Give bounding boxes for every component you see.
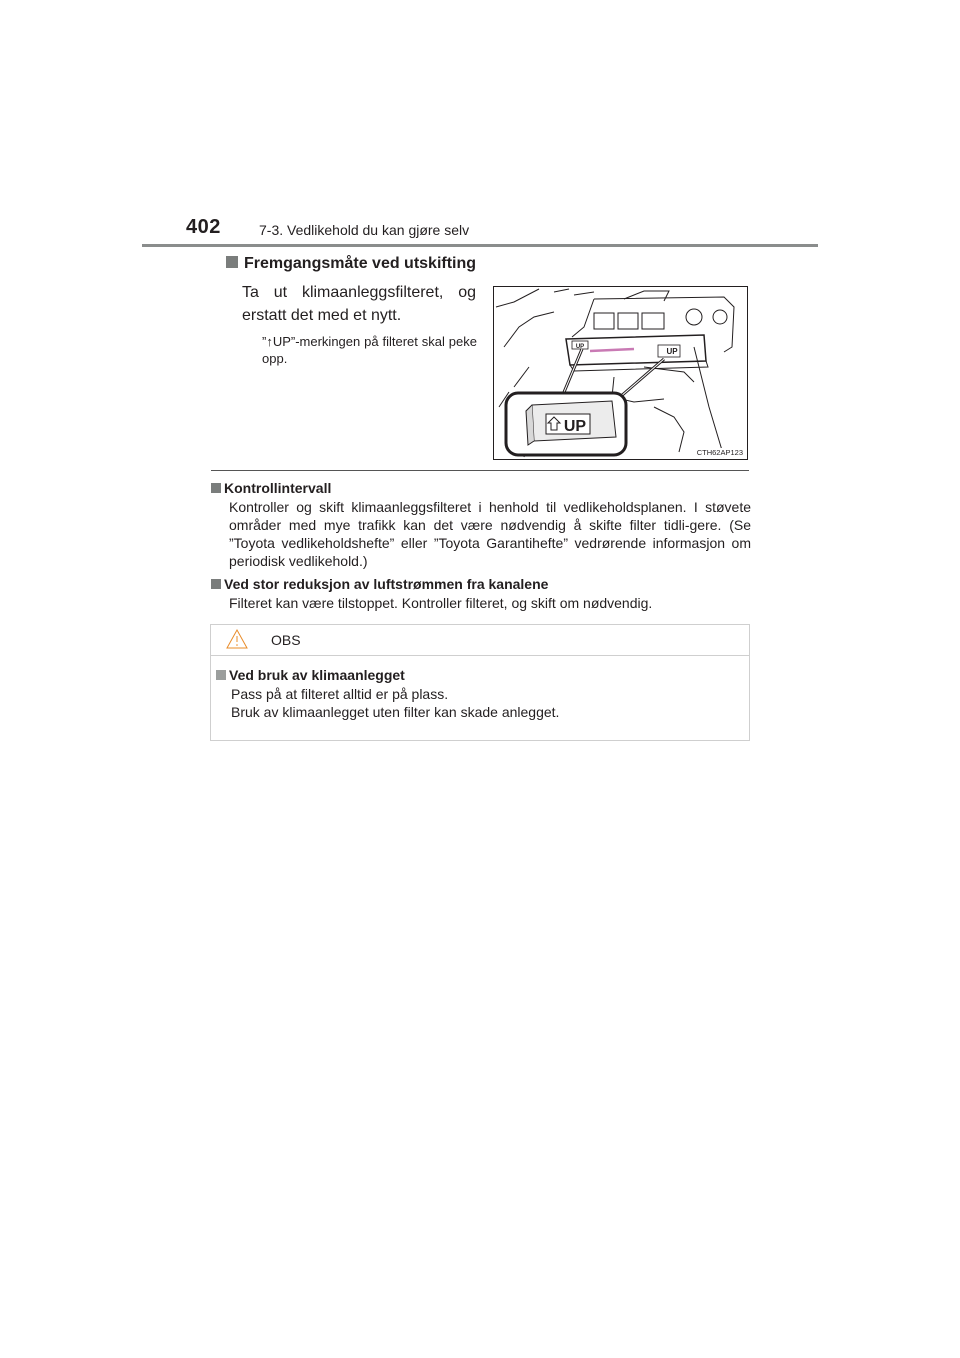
section-divider [211, 470, 749, 471]
section-title: 7-3. Vedlikehold du kan gjøre selv [259, 222, 470, 238]
filter-illustration-drawing [494, 287, 748, 460]
caution-header [211, 625, 749, 656]
procedure-heading-text: Fremgangsmåte ved utskifting [244, 255, 477, 272]
filter-illustration [493, 286, 748, 460]
info-item-body: Kontroller og skift klimaanleggsfilteret i henhold til vedlikeholdsplanen. I støvete områder med mye trafikk kan det være nødvendig å skifte filter tidli-gere. (Se ”Toyota vedlikeholdshefte” eller ”Toyota Garantihefte” vedrørende informasjon om periodisk vedlikehold.) [229, 499, 751, 569]
caution-item [216, 667, 741, 721]
step-note: ”↑UP”-merkingen på filteret skal peke opp. [262, 334, 477, 366]
large-up-label: UP [563, 418, 587, 435]
info-item-kontrollintervall [211, 480, 751, 570]
info-item-luftstrom [211, 576, 751, 612]
square-bullet-icon [211, 483, 221, 493]
caution-box [210, 624, 750, 741]
page-number: 402 [186, 216, 221, 238]
warning-triangle-icon [225, 628, 249, 650]
small-up-label: UP [575, 344, 585, 350]
caution-item-title: Ved bruk av klimaanlegget [216, 667, 741, 683]
caution-line: Bruk av klimaanlegget uten filter kan skade anlegget. [231, 704, 560, 720]
info-item-body: Filteret kan være tilstoppet. Kontroller filteret, og skift om nødvendig. [229, 595, 653, 611]
header-rule [142, 244, 818, 247]
procedure-heading [226, 255, 476, 273]
info-item-title: Kontrollintervall [211, 480, 751, 496]
square-bullet-icon [226, 256, 238, 268]
caution-label: OBS [271, 632, 301, 648]
figure-code: CTH62AP123 [696, 448, 743, 457]
square-bullet-icon [211, 579, 221, 589]
square-bullet-icon [216, 670, 226, 680]
step-text: Ta ut klimaanleggsfilteret, og erstatt det med et nytt. [242, 284, 476, 324]
caution-line: Pass på at filteret alltid er på plass. [231, 686, 449, 702]
small-up-label-right: UP [666, 347, 678, 356]
info-item-title: Ved stor reduksjon av luftstrømmen fra kanalene [211, 576, 751, 592]
caution-item-body [231, 685, 741, 721]
